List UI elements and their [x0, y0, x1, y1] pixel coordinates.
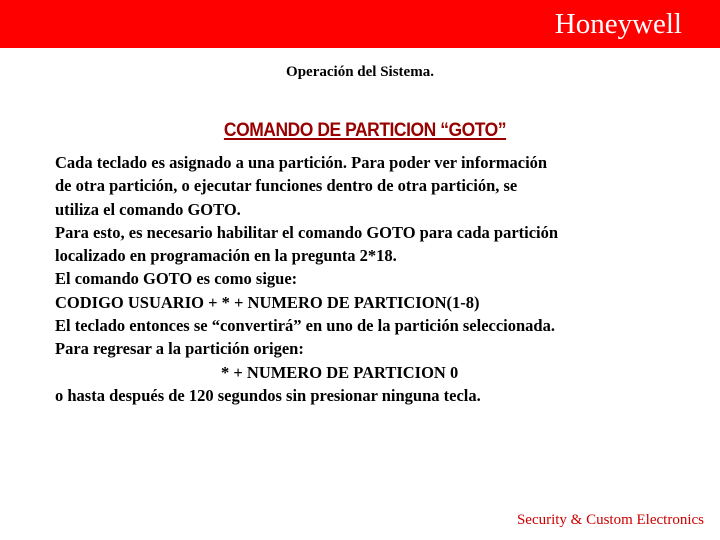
header-bar: [0, 0, 720, 48]
section-subtitle: [0, 62, 720, 82]
footer-text: Security & Custom Electronics: [516, 512, 704, 528]
brand-logo-text: Honeywell: [554, 8, 682, 40]
body-line-7: CODIGO USUARIO + * + NUMERO DE PARTICION(1-8): [55, 292, 480, 312]
body-line-1: Cada teclado es asignado a una partición. Para poder ver información: [55, 153, 548, 172]
body-line-2: de otra partición, o ejecutar funciones dentro de otra partición, se: [55, 176, 518, 196]
body-line-4: Para esto, es necesario habilitar el comando GOTO para cada partición: [55, 222, 559, 242]
body-line-3: utiliza el comando GOTO.: [55, 199, 241, 219]
body-text: [55, 151, 705, 407]
body-line-6: El comando GOTO es como sigue:: [55, 269, 298, 289]
body-line-8: El teclado entonces se “convertirá” en uno de la partición seleccionada.: [55, 316, 555, 336]
body-line-10: * + NUMERO DE PARTICION 0: [221, 362, 459, 382]
body-line-11: o hasta después de 120 segundos sin presionar ninguna tecla.: [55, 385, 481, 405]
body-line-9: Para regresar a la partición origen:: [55, 339, 304, 359]
body-line-5: localizado en programación en la pregunta 2*18.: [55, 246, 397, 266]
subtitle-text: Operación del Sistema.: [286, 64, 434, 80]
slide-heading: COMANDO DE PARTICION “GOTO”: [223, 120, 507, 141]
